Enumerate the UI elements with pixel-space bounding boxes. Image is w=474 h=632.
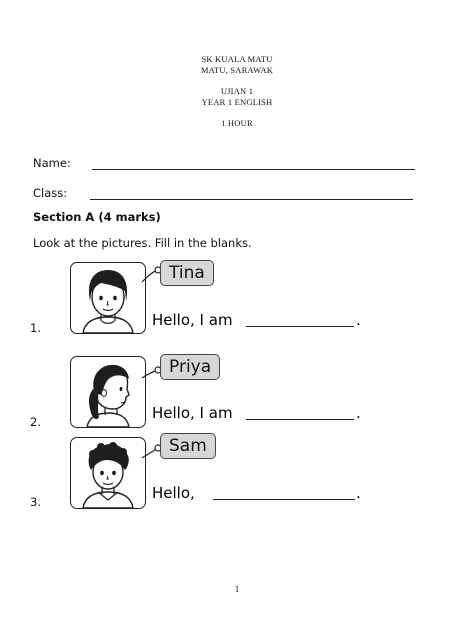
sentence-1: Hello, I am bbox=[152, 311, 233, 329]
question-number-1: 1. bbox=[30, 321, 41, 335]
tina-picture-frame bbox=[70, 262, 146, 334]
class-line[interactable] bbox=[90, 199, 413, 200]
name-tag-sam: Sam bbox=[160, 433, 216, 459]
answer-blank-3[interactable] bbox=[213, 499, 355, 500]
tag-string-2 bbox=[140, 360, 162, 384]
sentence-3: Hello, bbox=[152, 484, 195, 502]
tag-string-1 bbox=[140, 262, 162, 286]
page-number: 1 bbox=[234, 584, 240, 594]
name-line[interactable] bbox=[92, 169, 415, 170]
sentence-2: Hello, I am bbox=[152, 404, 233, 422]
girl-face-icon bbox=[71, 263, 145, 333]
exam-title: UJIAN 1 bbox=[220, 86, 254, 96]
sentence-end-2: . bbox=[356, 404, 361, 422]
instruction-text: Look at the pictures. Fill in the blanks. bbox=[33, 236, 252, 250]
answer-blank-2[interactable] bbox=[246, 419, 354, 420]
priya-picture-frame bbox=[70, 356, 146, 428]
girl-profile-icon bbox=[71, 357, 145, 427]
answer-blank-1[interactable] bbox=[246, 326, 354, 327]
name-tag-priya: Priya bbox=[160, 354, 220, 380]
name-tag-tina: Tina bbox=[160, 260, 214, 286]
school-name: SK KUALA MATU bbox=[201, 54, 273, 64]
question-number-3: 3. bbox=[30, 495, 41, 509]
boy-face-icon bbox=[71, 438, 145, 508]
sam-picture-frame bbox=[70, 437, 146, 509]
exam-duration: 1 HOUR bbox=[221, 118, 253, 128]
class-label: Class: bbox=[33, 186, 68, 200]
subject-title: YEAR 1 ENGLISH bbox=[201, 97, 273, 107]
school-location: MATU, SARAWAK bbox=[200, 65, 274, 75]
sentence-end-3: . bbox=[356, 484, 361, 502]
question-number-2: 2. bbox=[30, 415, 41, 429]
tag-string-3 bbox=[140, 440, 162, 464]
section-title: Section A (4 marks) bbox=[33, 210, 161, 224]
sentence-end-1: . bbox=[356, 311, 361, 329]
name-label: Name: bbox=[33, 156, 71, 170]
